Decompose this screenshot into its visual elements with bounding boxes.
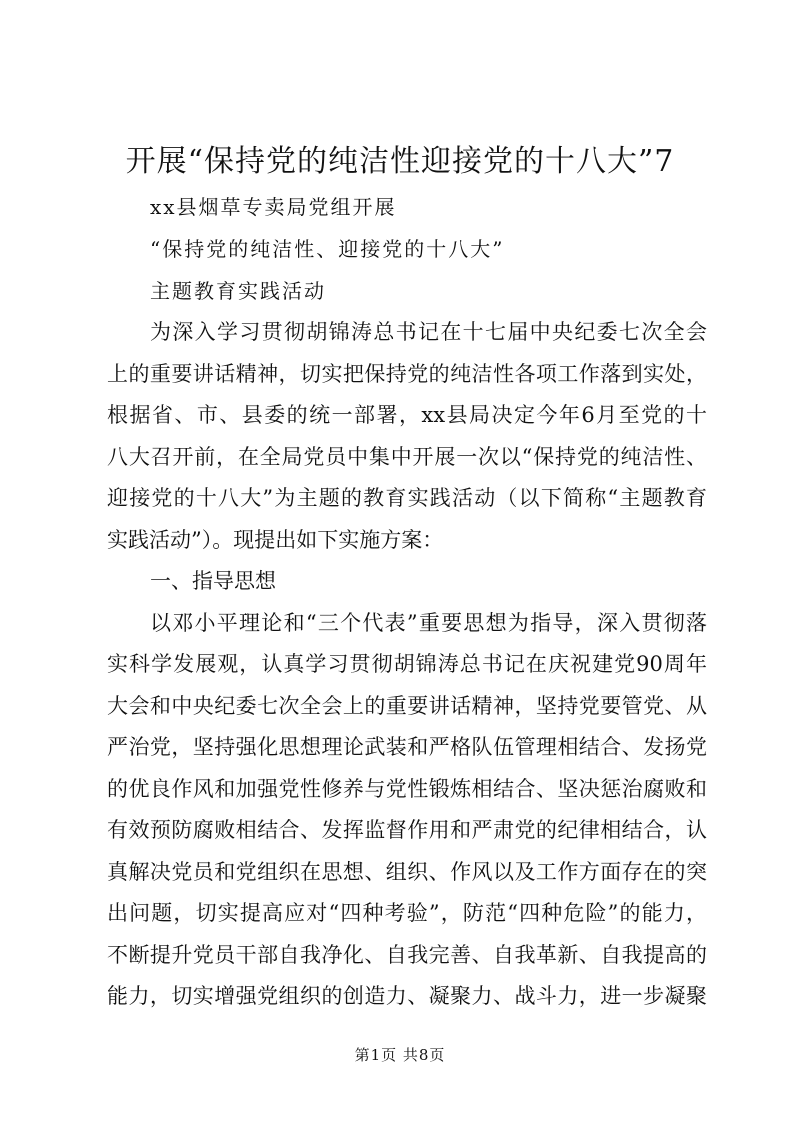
document-body — [107, 312, 707, 1018]
paragraph2-line: 实科学发展观，认真学习贯彻胡锦涛总书记在庆祝建党90周年 — [107, 652, 707, 676]
paragraph2-line: 大会和中央纪委七次全会上的重要讲话精神，坚持党要管党、从 — [107, 693, 707, 718]
paragraph2-line: 出问题，切实提高应对“四种考验”，防范“四种危险”的能力， — [107, 901, 707, 925]
paragraph2-line: 不断提升党员干部自我净化、自我完善、自我革新、自我提高的 — [107, 942, 707, 967]
page-footer: 第1页 共8页 — [354, 1046, 446, 1064]
subtitle-line-1: xx县烟草专卖局党组开展 — [150, 195, 397, 219]
paragraph1-line: 为深入学习贯彻胡锦涛总书记在十七届中央纪委七次全会 — [150, 320, 707, 344]
paragraph2-line: 的优良作风和加强党性修养与党性锻炼相结合、坚决惩治腐败和 — [107, 776, 707, 801]
paragraph2-line: 有效预防腐败相结合、发挥监督作用和严肃党的纪律相结合，认 — [107, 818, 707, 842]
paragraph2-line: 严治党，坚持强化思想理论武装和严格队伍管理相结合、发扬党 — [107, 735, 707, 759]
paragraph1-line: 迎接党的十八大”为主题的教育实践活动（以下简称“主题教育 — [107, 486, 707, 510]
paragraph2-line: 以邓小平理论和“三个代表”重要思想为指导，深入贯彻落 — [150, 610, 707, 635]
paragraph1-line: 实践活动”）。现提出如下实施方案： — [107, 527, 444, 552]
section-heading: 一、指导思想 — [150, 569, 276, 593]
paragraph1-line: 上的重要讲话精神，切实把保持党的纯洁性各项工作落到实处， — [107, 361, 707, 386]
document-title: 开展“保持党的纯洁性迎接党的十八大”7 — [125, 144, 675, 179]
paragraph2-line: 能力，切实增强党组织的创造力、凝聚力、战斗力，进一步凝聚 — [107, 984, 707, 1008]
subtitle-line-3: 主题教育实践活动 — [150, 279, 326, 303]
paragraph1-line: 根据省、市、县委的统一部署，xx县局决定今年6月至党的十 — [107, 403, 707, 427]
paragraph1-line: 八大召开前，在全局党员中集中开展一次以“保持党的纯洁性、 — [107, 444, 707, 469]
subtitle-line-2: “保持党的纯洁性、迎接党的十八大” — [150, 237, 505, 261]
paragraph2-line: 真解决党员和党组织在思想、组织、作风以及工作方面存在的突 — [107, 859, 707, 884]
